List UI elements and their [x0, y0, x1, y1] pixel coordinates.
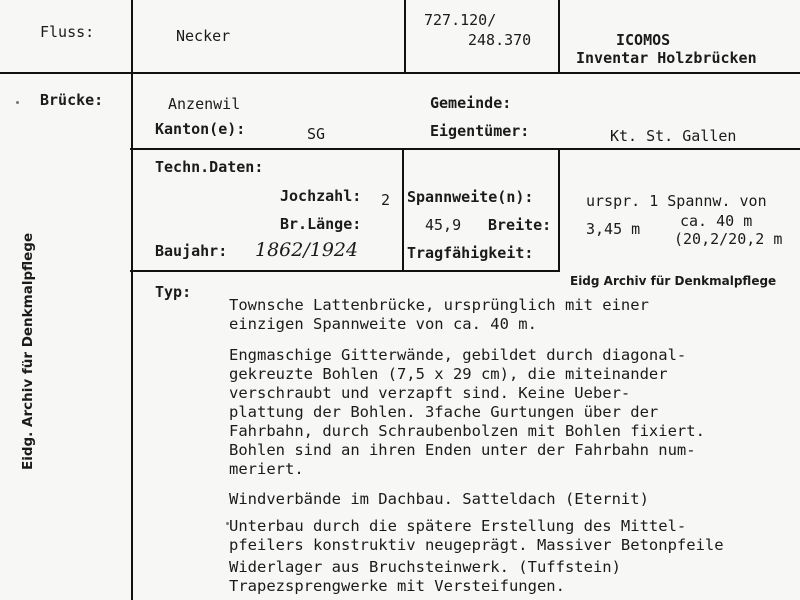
- coordinates-line-1: 727.120/: [424, 11, 497, 29]
- archive-stamp-vertical: Eidg. Archiv für Denkmalpflege: [20, 232, 36, 470]
- eigentuemer-value: Kt. St. Gallen: [610, 127, 737, 145]
- archive-stamp: Eidg Archiv für Denkmalpflege: [570, 274, 777, 288]
- typ-paragraph-3: Windverbände im Dachbau. Satteldach (Eternit): [229, 490, 649, 508]
- spannweite-label: Spannweite(n):: [407, 188, 534, 206]
- jochzahl-value: 2: [381, 191, 391, 209]
- baujahr-value: 1862/1924: [255, 239, 359, 261]
- baujahr-label: Baujahr:: [155, 242, 228, 260]
- rule-tech-divider-2: [558, 150, 560, 271]
- spannweite-note-1: urspr. 1 Spannw. von: [586, 192, 767, 210]
- rule-left-column: [131, 0, 133, 600]
- rule-top-section: [0, 72, 800, 74]
- breite-value: 3,45 m: [586, 220, 641, 238]
- tragfaehigkeit-label: Tragfähigkeit:: [407, 244, 534, 262]
- typ-paragraph-1: Townsche Lattenbrücke, ursprünglich mit einer einzigen Spannweite von ca. 40 m.: [229, 296, 649, 333]
- gemeinde-label: Gemeinde:: [430, 94, 512, 112]
- kanton-value: SG: [307, 125, 326, 143]
- tech-heading: Techn.Daten:: [155, 158, 264, 176]
- spannweite-note-2: ca. 40 m: [680, 212, 753, 230]
- bruecke-value: Anzenwil: [168, 95, 241, 113]
- org-line-1: ICOMOS: [616, 31, 671, 49]
- bruecke-label: Brücke:: [40, 91, 104, 109]
- fluss-value: Necker: [176, 27, 231, 45]
- spannweite-note-3: (20,2/20,2 m: [674, 230, 783, 248]
- brlaenge-label: Br.Länge:: [280, 215, 362, 233]
- rule-org-divider: [558, 0, 560, 72]
- eigentuemer-label: Eigentümer:: [430, 122, 530, 140]
- margin-mark: [16, 101, 19, 104]
- rule-tech-bottom: [130, 270, 560, 272]
- typ-label: Typ:: [155, 283, 192, 301]
- kanton-label: Kanton(e):: [155, 120, 246, 138]
- rule-tech-top: [130, 148, 800, 150]
- laenge-value: 45,9: [425, 216, 462, 234]
- rule-tech-divider-1: [402, 150, 404, 271]
- typ-paragraph-4: Unterbau durch die spätere Erstellung des Mittel- pfeilers konstruktiv neugeprägt. Massiver Betonpfeile: [229, 517, 724, 554]
- jochzahl-label: Jochzahl:: [280, 187, 362, 205]
- margin-mark: [226, 522, 229, 525]
- typ-paragraph-5: Widerlager aus Bruchsteinwerk. (Tuffstein) Trapezsprengwerke mit Versteifungen.: [229, 558, 621, 595]
- org-line-2: Inventar Holzbrücken: [576, 49, 757, 67]
- coordinates-line-2: 248.370: [468, 31, 532, 49]
- typ-paragraph-2: Engmaschige Gitterwände, gebildet durch diagonal- gekreuzte Bohlen (7,5 x 29 cm), die miteinander verschraubt und verzapft sind. Keine Ueber- plattung der Bohlen. 3fache Gurtungen über der Fahrbahn, durch Schraubenbolzen mit Bohlen fixiert. Bohlen sind an ihren Enden unter der Fahrbahn num- meriert.: [229, 346, 705, 478]
- rule-header-divider: [404, 0, 406, 72]
- fluss-label: Fluss:: [40, 23, 95, 41]
- breite-label: Breite:: [488, 216, 552, 234]
